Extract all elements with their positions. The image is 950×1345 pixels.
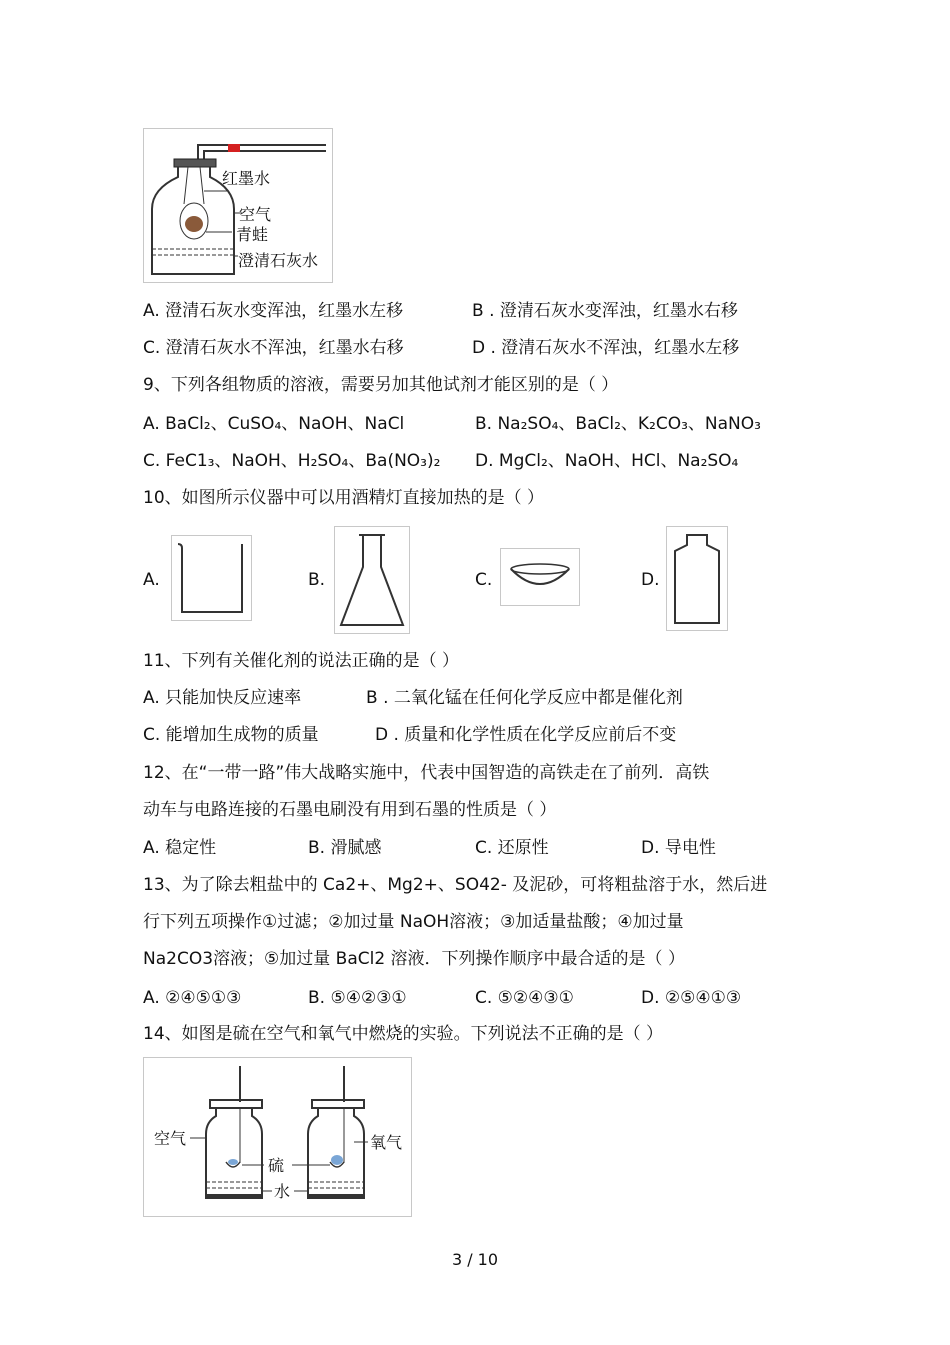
frog-bottle-figure: [143, 128, 333, 283]
q8-option-b: B . 澄清石灰水变浑浊，红墨水右移: [472, 301, 738, 321]
q12-stem-line1: 12、在“一带一路”伟大战略实施中，代表中国智造的高铁走在了前列．高铁: [143, 763, 710, 783]
q8-option-a: A. 澄清石灰水变浑浊，红墨水左移: [143, 301, 404, 321]
q13-option-b: B. ⑤④②③①: [308, 988, 407, 1008]
q11-option-d: D . 质量和化学性质在化学反应前后不变: [375, 725, 677, 745]
label-frog: 青蛙: [236, 225, 269, 244]
q13-option-c: C. ⑤②④③①: [475, 988, 574, 1008]
page-number: 3 / 10: [451, 1250, 499, 1269]
q9-stem: 9、下列各组物质的溶液，需要另加其他试剂才能区别的是（ ）: [143, 375, 619, 395]
reagent-bottle-figure: [666, 526, 728, 631]
q9-option-b: B. Na₂SO₄、BaCl₂、K₂CO₃、NaNO₃: [475, 414, 761, 434]
q12-option-d: D. 导电性: [641, 838, 716, 858]
sulfur-combustion-figure: [143, 1057, 412, 1217]
evaporating-dish-figure: [500, 548, 580, 606]
q13-option-a: A. ②④⑤①③: [143, 988, 242, 1008]
q11-option-a: A. 只能加快反应速率: [143, 688, 302, 708]
q9-option-a: A. BaCl₂、CuSO₄、NaOH、NaCl: [143, 414, 405, 434]
q10-label-c: C.: [475, 570, 493, 590]
label-oxygen: 氧气: [370, 1133, 403, 1152]
label-sulfur: 硫: [268, 1156, 285, 1175]
q10-label-d: D.: [641, 570, 660, 590]
q12-option-b: B. 滑腻感: [308, 838, 382, 858]
label-air: 空气: [154, 1129, 187, 1148]
q13-option-d: D. ②⑤④①③: [641, 988, 742, 1008]
conical-flask-figure: [334, 526, 410, 634]
q13-stem-line3: Na2CO3溶液；⑤加过量 BaCl2 溶液．下列操作顺序中最合适的是（ ）: [143, 949, 685, 969]
label-water: 水: [274, 1182, 291, 1201]
q10-label-a: A.: [143, 570, 160, 590]
q14-stem: 14、如图是硫在空气和氧气中燃烧的实验。下列说法不正确的是（ ）: [143, 1024, 664, 1044]
q12-option-a: A. 稳定性: [143, 838, 217, 858]
label-lime-water: 澄清石灰水: [238, 251, 319, 270]
q13-stem-line2: 行下列五项操作①过滤；②加过量 NaOH溶液；③加适量盐酸；④加过量: [143, 912, 684, 932]
q13-stem-line1: 13、为了除去粗盐中的 Ca2+、Mg2+、SO42- 及泥砂，可将粗盐溶于水，然后进: [143, 875, 768, 895]
q8-option-c: C. 澄清石灰水不浑浊，红墨水右移: [143, 338, 404, 358]
q8-option-d: D . 澄清石灰水不浑浊，红墨水左移: [472, 338, 740, 358]
label-air: 空气: [239, 205, 272, 224]
beaker-figure: [171, 535, 252, 621]
q12-stem-line2: 动车与电路连接的石墨电刷没有用到石墨的性质是（ ）: [143, 800, 557, 820]
q12-option-c: C. 还原性: [475, 838, 549, 858]
q10-stem: 10、如图所示仪器中可以用酒精灯直接加热的是（ ）: [143, 488, 545, 508]
q11-option-c: C. 能增加生成物的质量: [143, 725, 319, 745]
q11-option-b: B . 二氧化锰在任何化学反应中都是催化剂: [366, 688, 683, 708]
q11-stem: 11、下列有关催化剂的说法正确的是（ ）: [143, 651, 460, 671]
q9-option-c: C. FeC1₃、NaOH、H₂SO₄、Ba(NO₃)₂: [143, 451, 441, 471]
q9-option-d: D. MgCl₂、NaOH、HCl、Na₂SO₄: [475, 451, 739, 471]
label-red-ink: 红墨水: [222, 169, 271, 188]
q10-label-b: B.: [308, 570, 326, 590]
